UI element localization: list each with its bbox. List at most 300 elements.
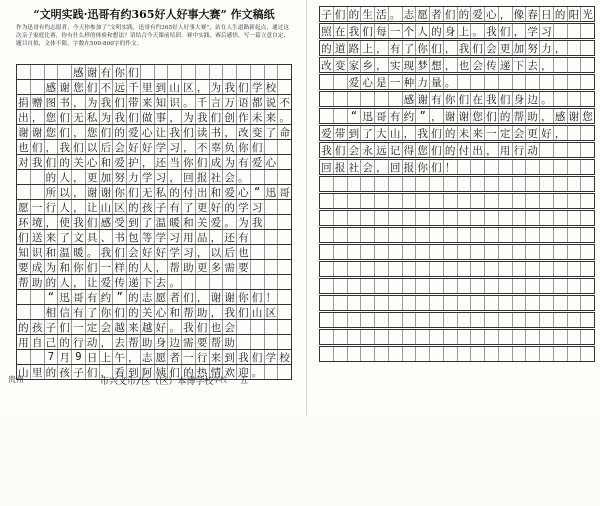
grid-cell: 人	[58, 200, 72, 214]
grid-cell	[196, 65, 210, 79]
grid-cell	[403, 262, 417, 276]
grid-cell: 成	[31, 260, 45, 274]
grid-cell: 当	[168, 155, 182, 169]
grid-row	[319, 40, 595, 56]
grid-cell: 受	[113, 215, 127, 229]
grid-cell: 和	[45, 245, 59, 259]
grid-cell	[499, 313, 513, 327]
grid-cell: 7	[45, 350, 59, 364]
grid-cell: 谢	[100, 185, 114, 199]
grid-cell: 午	[113, 350, 127, 364]
grid-row	[16, 139, 292, 155]
grid-cell: 会	[100, 320, 114, 334]
grid-cell	[458, 160, 472, 174]
grid-cell: 们	[251, 290, 265, 304]
grid-cell: 哥	[279, 186, 290, 199]
grid-cell	[485, 279, 499, 293]
grid-cell: 。	[251, 365, 265, 379]
grid-cell	[581, 347, 594, 361]
grid-row	[319, 23, 595, 39]
grid-cell: 照	[320, 24, 334, 38]
grid-cell: 你	[416, 41, 430, 55]
grid-cell: ，	[540, 109, 554, 123]
grid-cell	[403, 228, 417, 242]
grid-cell: 你	[113, 65, 127, 79]
grid-cell: 定	[86, 320, 100, 334]
grid-cell: 们	[182, 290, 196, 304]
grid-cell: 谢	[223, 290, 237, 304]
grid-cell: 成	[210, 155, 224, 169]
grid-cell	[223, 65, 237, 79]
grid-cell	[430, 177, 444, 191]
grid-cell: 去	[526, 58, 540, 72]
grid-cell	[31, 65, 45, 79]
grid-cell	[554, 262, 568, 276]
grid-cell: 的	[58, 335, 72, 349]
grid-cell	[581, 245, 594, 259]
grid-cell	[361, 347, 375, 361]
grid-cell	[499, 245, 513, 259]
grid-cell: 们	[17, 230, 31, 244]
grid-cell	[513, 194, 527, 208]
grid-cell	[444, 211, 458, 225]
grid-cell: 有	[86, 290, 100, 304]
grid-cell: 一	[31, 200, 45, 214]
grid-cell: 行	[72, 335, 86, 349]
grid-cell	[320, 296, 334, 310]
grid-cell: 们	[127, 185, 141, 199]
grid-cell: 社	[210, 170, 224, 184]
grid-cell: 帮	[182, 305, 196, 319]
grid-cell	[485, 75, 499, 89]
grid-cell: ！	[444, 160, 458, 174]
grid-cell: ！	[265, 290, 279, 304]
grid-cell: 们	[430, 126, 444, 140]
grid-cell: 日	[540, 7, 554, 21]
grid-cell: 用	[499, 143, 513, 157]
grid-cell	[444, 313, 458, 327]
grid-cell	[526, 347, 540, 361]
grid-cell: 你	[72, 260, 86, 274]
grid-cell	[581, 330, 594, 344]
grid-cell	[568, 279, 582, 293]
grid-cell	[444, 262, 458, 276]
grid-cell: 谢	[86, 185, 100, 199]
grid-cell: ，	[513, 24, 527, 38]
grid-cell: 我	[31, 155, 45, 169]
grid-cell: 们	[113, 95, 127, 109]
grid-cell: ，	[155, 260, 169, 274]
grid-cell: 用	[182, 230, 196, 244]
grid-cell: 好	[155, 245, 169, 259]
grid-cell: ，	[72, 170, 86, 184]
grid-cell: 。	[389, 7, 403, 21]
grid-row	[319, 108, 595, 124]
grid-cell	[375, 177, 389, 191]
grid-cell: 付	[458, 143, 472, 157]
grid-cell: 谢	[86, 65, 100, 79]
grid-cell	[485, 194, 499, 208]
grid-cell	[17, 170, 31, 184]
grid-cell: 不	[279, 96, 290, 109]
grid-cell: 到	[127, 215, 141, 229]
grid-cell: 加	[513, 41, 527, 55]
grid-cell: ，	[72, 185, 86, 199]
grid-cell: 光	[582, 8, 593, 21]
grid-cell	[430, 262, 444, 276]
school-label: 学校	[213, 376, 227, 384]
grid-cell: 身	[444, 24, 458, 38]
grid-cell	[513, 228, 527, 242]
grid-cell: 来	[471, 126, 485, 140]
grid-cell: 志	[403, 7, 417, 21]
grid-cell	[320, 109, 334, 123]
grid-cell	[458, 228, 472, 242]
grid-cell: ，	[45, 215, 59, 229]
grid-row	[16, 274, 292, 290]
province-handwriting: 贵州	[8, 375, 24, 384]
grid-cell	[554, 92, 568, 106]
grid-cell	[210, 275, 224, 289]
grid-cell: 爱	[127, 125, 141, 139]
grid-cell: 为	[182, 110, 196, 124]
grid-cell: 具	[86, 230, 100, 244]
grid-cell	[389, 92, 403, 106]
grid-cell	[334, 177, 348, 191]
grid-cell	[568, 330, 582, 344]
grid-cell: 的	[499, 109, 513, 123]
grid-cell	[251, 275, 265, 289]
grid-cell: 的	[444, 143, 458, 157]
grid-cell	[278, 320, 291, 334]
grid-cell	[554, 177, 568, 191]
grid-cell	[361, 228, 375, 242]
grid-cell	[471, 330, 485, 344]
grid-cell: 习	[168, 140, 182, 154]
grid-cell: 们	[182, 125, 196, 139]
grid-cell	[471, 228, 485, 242]
grid-cell	[526, 211, 540, 225]
grid-cell: 迅	[58, 290, 72, 304]
grid-cell: 爱	[223, 185, 237, 199]
grid-cell: 爱	[251, 155, 265, 169]
grid-cell: 感	[45, 80, 59, 94]
grid-cell: 区	[113, 200, 127, 214]
grid-cell: 助	[182, 260, 196, 274]
grid-cell: 的	[45, 365, 59, 379]
grid-cell	[334, 211, 348, 225]
grid-cell	[581, 41, 594, 55]
grid-cell: 也	[458, 58, 472, 72]
grid-cell	[581, 194, 594, 208]
grid-cell: 生	[361, 7, 375, 21]
grid-cell: 愿	[17, 200, 31, 214]
grid-cell: 山	[389, 126, 403, 140]
grid-cell	[554, 347, 568, 361]
grid-cell: 阳	[568, 7, 582, 21]
grid-row	[319, 312, 595, 328]
grid-cell	[485, 313, 499, 327]
grid-cell: 谢	[458, 109, 472, 123]
grid-cell: 辜	[210, 140, 224, 154]
grid-row	[319, 6, 595, 22]
grid-cell	[485, 262, 499, 276]
grid-cell: 来	[127, 320, 141, 334]
grid-cell	[403, 313, 417, 327]
grid-cell: 身	[513, 92, 527, 106]
grid-cell: 对	[17, 155, 31, 169]
grid-cell: 愿	[155, 290, 169, 304]
grid-cell: ，	[141, 155, 155, 169]
grid-cell: 温	[155, 215, 169, 229]
grid-cell: 暖	[168, 215, 182, 229]
grid-cell: 带	[334, 126, 348, 140]
grid-cell: 的	[223, 200, 237, 214]
grid-cell: 更	[196, 260, 210, 274]
grid-cell: 您	[45, 125, 59, 139]
grid-cell	[375, 279, 389, 293]
grid-cell	[320, 194, 334, 208]
grid-cell: 后	[223, 245, 237, 259]
grid-cell	[403, 330, 417, 344]
grid-cell	[278, 365, 291, 379]
grid-cell	[348, 211, 362, 225]
grid-cell: 出	[17, 110, 31, 124]
grid-cell	[471, 296, 485, 310]
grid-cell: 永	[361, 143, 375, 157]
grid-cell	[182, 65, 196, 79]
grid-row	[16, 334, 292, 350]
grid-cell: 后	[100, 140, 114, 154]
grid-cell	[403, 177, 417, 191]
grid-cell: 愿	[155, 350, 169, 364]
grid-cell: 的	[444, 126, 458, 140]
right-composition-page	[306, 0, 600, 415]
grid-cell: ，	[168, 110, 182, 124]
grid-cell: 心	[265, 155, 279, 169]
grid-cell	[348, 296, 362, 310]
grid-cell: 情	[210, 365, 224, 379]
grid-cell: 活	[375, 7, 389, 21]
grid-cell	[403, 347, 417, 361]
grid-cell: 心	[485, 7, 499, 21]
grid-cell	[458, 262, 472, 276]
grid-cell: 无	[141, 185, 155, 199]
grid-cell: 了	[403, 41, 417, 55]
grid-cell: 好	[155, 320, 169, 334]
grid-cell: 我	[485, 24, 499, 38]
grid-row	[319, 176, 595, 192]
grid-cell: ，	[31, 110, 45, 124]
grid-cell	[416, 330, 430, 344]
grid-cell	[513, 177, 527, 191]
grid-cell	[568, 143, 582, 157]
grid-cell: 现	[403, 58, 417, 72]
grid-cell: 护	[127, 155, 141, 169]
grid-cell: 道	[334, 41, 348, 55]
grid-cell	[430, 194, 444, 208]
grid-cell	[237, 65, 251, 79]
grid-cell: 是	[375, 75, 389, 89]
grid-cell	[499, 279, 513, 293]
grid-cell: 你	[237, 140, 251, 154]
grid-cell: 欢	[223, 365, 237, 379]
grid-cell	[403, 245, 417, 259]
grid-cell	[471, 262, 485, 276]
grid-cell: 了	[86, 305, 100, 319]
grid-cell: 的	[554, 7, 568, 21]
grid-cell	[320, 330, 334, 344]
grid-cell	[471, 160, 485, 174]
grid-cell: 热	[196, 365, 210, 379]
grid-cell: 多	[210, 260, 224, 274]
grid-cell	[540, 228, 554, 242]
grid-cell	[389, 296, 403, 310]
grid-cell: 学	[155, 230, 169, 244]
grid-cell	[375, 262, 389, 276]
grid-cell: 们	[430, 143, 444, 157]
grid-cell: 环	[17, 215, 31, 229]
grid-cell: 为	[223, 155, 237, 169]
grid-cell: 山	[100, 200, 114, 214]
grid-cell	[182, 275, 196, 289]
grid-cell: 一	[485, 126, 499, 140]
grid-cell: 会	[471, 58, 485, 72]
grid-cell	[320, 245, 334, 259]
grid-cell	[499, 296, 513, 310]
grid-cell: 一	[182, 350, 196, 364]
grid-cell: 赠	[31, 95, 45, 109]
grid-cell	[554, 313, 568, 327]
grid-cell: 到	[348, 126, 362, 140]
grid-cell: 知	[155, 95, 169, 109]
grid-cell: 们	[251, 140, 265, 154]
grid-cell	[581, 211, 594, 225]
grid-cell: 学	[168, 245, 182, 259]
grid-cell: ”	[113, 290, 127, 304]
grid-cell: ，	[554, 41, 568, 55]
grid-cell	[444, 296, 458, 310]
grid-cell: 不	[196, 140, 210, 154]
grid-cell: “	[45, 290, 59, 304]
grid-cell: 的	[127, 305, 141, 319]
grid-cell: 心	[237, 185, 251, 199]
grid-cell: 会	[485, 41, 499, 55]
grid-cell: 都	[251, 95, 265, 109]
grid-cell	[499, 194, 513, 208]
grid-cell: 下	[141, 275, 155, 289]
grid-cell: ，	[403, 126, 417, 140]
grid-cell: 习	[168, 230, 182, 244]
grid-cell: 上	[361, 41, 375, 55]
grid-cell: 来	[210, 350, 224, 364]
grid-cell: 习	[155, 170, 169, 184]
grid-cell: 们	[31, 140, 45, 154]
instructions-text: 作为迅哥有约志愿者，今天你参加了“文明实践，迅哥有约365好人好事大赛”，站在人生道路新起点，通过这次亲子家庭比赛，你有什么样的体验和想法？请结合今天课前培训、赛中实践、赛后感悟，写一篇立意自定，题目自拟，文体不限，字数在500-800字的作文。	[16, 25, 290, 48]
grid-cell: 你	[182, 155, 196, 169]
grid-cell: 谢	[17, 125, 31, 139]
grid-cell	[581, 92, 594, 106]
grid-row	[16, 349, 292, 365]
grid-cell	[320, 75, 334, 89]
grid-cell: 。	[168, 275, 182, 289]
grid-cell	[375, 194, 389, 208]
grid-row	[16, 244, 292, 260]
grid-cell: ，	[100, 335, 114, 349]
grid-cell	[17, 65, 31, 79]
grid-cell	[540, 313, 554, 327]
grid-cell: 山	[168, 80, 182, 94]
grid-cell	[334, 313, 348, 327]
grid-cell: 好	[540, 126, 554, 140]
grid-cell: 带	[127, 95, 141, 109]
grid-cell	[361, 245, 375, 259]
grid-cell: 以	[210, 245, 224, 259]
grid-cell: 更	[86, 170, 100, 184]
grid-cell: 你	[416, 160, 430, 174]
grid-cell	[416, 194, 430, 208]
grid-cell	[540, 347, 554, 361]
grid-cell	[471, 211, 485, 225]
grid-cell	[334, 262, 348, 276]
grid-cell: 更	[526, 126, 540, 140]
grid-cell: 负	[223, 140, 237, 154]
grid-cell	[458, 313, 472, 327]
grid-cell: 和	[210, 185, 224, 199]
grid-cell: 为	[45, 260, 59, 274]
grid-cell: 还	[223, 230, 237, 244]
grid-row	[16, 64, 292, 80]
grid-cell: 有	[389, 41, 403, 55]
grid-cell: 志	[141, 350, 155, 364]
grid-cell	[485, 296, 499, 310]
grid-row	[319, 142, 595, 158]
grid-cell: 样	[113, 260, 127, 274]
grid-cell	[403, 211, 417, 225]
grid-cell: 里	[141, 80, 155, 94]
grid-cell: 山	[251, 305, 265, 319]
grid-cell: 们	[196, 155, 210, 169]
grid-cell: 报	[196, 170, 210, 184]
grid-cell: 为	[237, 215, 251, 229]
grid-cell	[526, 313, 540, 327]
grid-cell: 我	[58, 140, 72, 154]
grid-cell	[416, 347, 430, 361]
grid-cell	[278, 140, 291, 154]
grid-cell	[581, 126, 594, 140]
grid-cell	[499, 75, 513, 89]
grid-cell	[581, 24, 594, 38]
grid-cell	[278, 155, 291, 169]
grid-cell	[389, 177, 403, 191]
grid-cell	[389, 313, 403, 327]
grid-cell	[458, 296, 472, 310]
grid-cell: 未	[251, 110, 265, 124]
grid-cell: 习	[251, 200, 265, 214]
grid-cell: 的	[58, 155, 72, 169]
grid-cell: 和	[100, 155, 114, 169]
grid-cell: ，	[375, 41, 389, 55]
grid-cell	[320, 347, 334, 361]
grid-cell: 行	[196, 350, 210, 364]
grid-row	[319, 278, 595, 294]
grid-cell	[348, 194, 362, 208]
grid-cell: 去	[113, 335, 127, 349]
grid-cell	[554, 194, 568, 208]
grid-cell: 们	[237, 305, 251, 319]
grid-cell	[568, 126, 582, 140]
grid-cell: 们	[196, 320, 210, 334]
